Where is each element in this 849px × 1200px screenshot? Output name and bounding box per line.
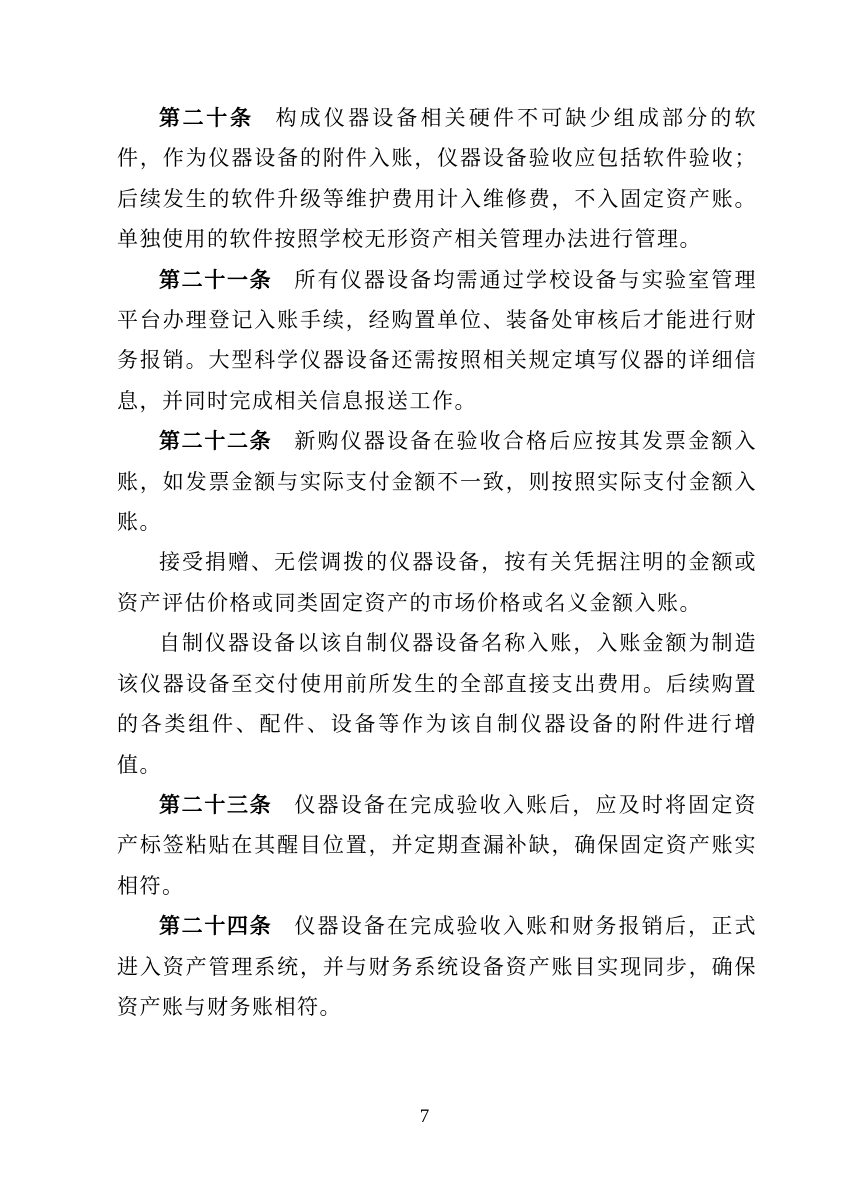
article-text: 仪器设备在完成验收入账和财务报销后，正式进入资产管理系统，并与财务系统设备资产账目实现同步，确保资产账与财务账相符。 <box>117 914 758 1019</box>
paragraph-text: 自制仪器设备以该自制仪器设备名称入账，入账金额为制造该仪器设备至交付使用前所发生的全部直接支出费用。后续购置的各类组件、配件、设备等作为该自制仪器设备的附件进行增值。 <box>117 631 757 777</box>
document-body <box>117 98 757 1027</box>
donation-paragraph <box>117 542 757 623</box>
article-heading: 第二十二条 <box>159 429 273 454</box>
article-24-paragraph <box>117 906 757 1027</box>
article-heading: 第二十一条 <box>159 267 273 292</box>
article-23-paragraph <box>117 785 757 906</box>
article-text: 所有仪器设备均需通过学校设备与实验室管理平台办理登记入账手续，经购置单位、装备处审核后才能进行财务报销。大型科学仪器设备还需按照相关规定填写仪器的详细信息，并同时完成相关信息报送工作。 <box>117 267 758 413</box>
paragraph-text: 接受捐赠、无偿调拨的仪器设备，按有关凭据注明的金额或资产评估价格或同类固定资产的市场价格或名义金额入账。 <box>117 550 757 615</box>
article-text: 仪器设备在完成验收入账后，应及时将固定资产标签粘贴在其醒目位置，并定期查漏补缺，确保固定资产账实相符。 <box>117 792 758 898</box>
article-text: 新购仪器设备在验收合格后应按其发票金额入账，如发票金额与实际支付金额不一致，则按照实际支付金额入账。 <box>117 429 758 535</box>
article-heading: 第二十三条 <box>159 792 273 817</box>
article-heading: 第二十四条 <box>159 914 273 939</box>
article-22-paragraph <box>117 421 757 542</box>
article-text: 构成仪器设备相关硬件不可缺少组成部分的软件，作为仪器设备的附件入账，仪器设备验收应包括软件验收；后续发生的软件升级等维护费用计入维修费，不入固定资产账。单独使用的软件按照学校无形资产相关管理办法进行管理。 <box>117 106 757 252</box>
self-made-paragraph <box>117 623 757 785</box>
article-heading: 第二十条 <box>159 106 254 130</box>
article-20-paragraph <box>117 98 757 260</box>
page-number: 7 <box>419 1106 430 1127</box>
article-21-paragraph <box>117 260 757 422</box>
